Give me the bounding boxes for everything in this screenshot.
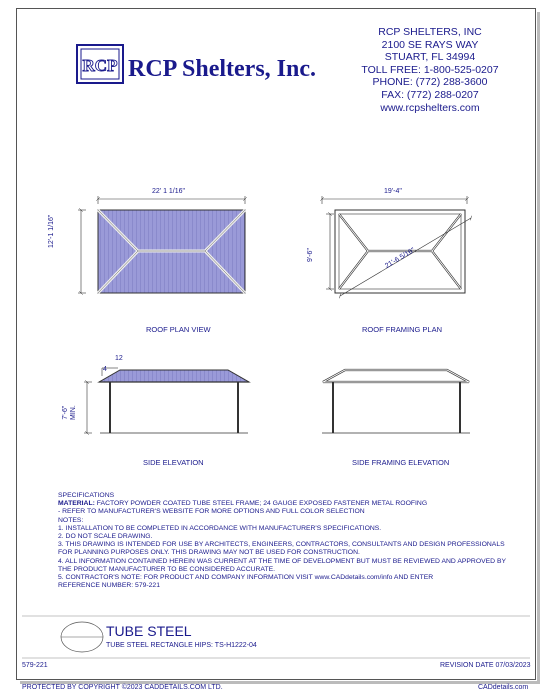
material-text: FACTORY POWDER COATED TUBE STEEL FRAME; 24 GAUGE EXPOSED FASTENER METAL ROOFING xyxy=(94,500,428,508)
elevation-height-dimension xyxy=(62,405,78,420)
contact-line: RCP SHELTERS, INC xyxy=(378,26,482,38)
roof-framing-label: ROOF FRAMING PLAN xyxy=(362,325,443,334)
roof-plan-label: ROOF PLAN VIEW xyxy=(146,325,211,334)
side-framing-elevation xyxy=(322,370,470,433)
copyright-notice: PROTECTED BY COPYRIGHT ©2023 CADDETAILS.COM LTD. xyxy=(22,684,223,691)
side-elevation xyxy=(84,368,249,433)
side-elevation-label: SIDE ELEVATION xyxy=(143,458,204,467)
note-line: 2. DO NOT SCALE DRAWING. xyxy=(58,533,153,541)
contact-line: FAX: (772) 288-0207 xyxy=(381,88,479,101)
height-min-label: MIN. xyxy=(70,405,77,420)
roof-framing-plan xyxy=(322,196,471,296)
contact-line: 2100 SE RAYS WAY xyxy=(381,38,479,51)
pitch-rise-label: 4 xyxy=(103,366,107,373)
note-line: 1. INSTALLATION TO BE COMPLETED IN ACCORDANCE WITH MANUFACTURER'S SPECIFICATIONS. xyxy=(58,524,382,532)
contact-line: PHONE: (772) 288-3600 xyxy=(372,76,488,89)
company-name: RCP Shelters, Inc. xyxy=(128,56,316,82)
note-line: 3. THIS DRAWING IS INTENDED FOR USE BY ARCHITECTS, ENGINEERS, CONTRACTORS, CONSULTANTS AND DESIGN PROFESSIONALS xyxy=(58,541,505,549)
contact-line: STUART, FL 34994 xyxy=(384,51,476,64)
drawing-subtitle: TUBE STEEL RECTANGLE HIPS: TS-H1222-04 xyxy=(106,642,257,649)
specs-heading: SPECIFICATIONS xyxy=(58,492,115,499)
note-line: 4. ALL INFORMATION CONTAINED HEREIN WAS CURRENT AT THE TIME OF DEVELOPMENT BUT MUST BE REVIEWED AND APPROVED BY xyxy=(58,557,507,565)
logo-text: RCP xyxy=(82,56,118,75)
contact-line: TOLL FREE: 1-800-525-0207 xyxy=(361,63,499,76)
specifications-block xyxy=(58,492,507,590)
title-block-lines xyxy=(22,616,530,658)
side-framing-label: SIDE FRAMING ELEVATION xyxy=(352,458,450,467)
note-line: FOR PLANNING PURPOSES ONLY. THIS DRAWING MAY NOT BE USED FOR CONSTRUCTION. xyxy=(58,549,360,557)
framing-width-dimension: 19'-4" xyxy=(384,188,402,195)
drawing-number: 579-221 xyxy=(22,662,48,669)
contact-website: www.rcpshelters.com xyxy=(380,101,480,114)
framing-diagonal-dimension: 21'-6 5/16" xyxy=(384,246,417,271)
roof-plan-width-dimension: 22' 1 1/16" xyxy=(152,188,186,195)
height-value: 7'-6" xyxy=(62,405,69,420)
revision-date: REVISION DATE 07/03/2023 xyxy=(440,662,531,669)
note-line: THE PRODUCT MANUFACTURER TO BE CONSIDERED ACCURATE. xyxy=(58,565,276,573)
roof-plan-view xyxy=(78,196,245,293)
pitch-run-label: 12 xyxy=(115,355,123,362)
framing-height-dimension: 9'-6" xyxy=(307,248,314,262)
roof-plan-height-dimension: 12'-1 1/16" xyxy=(48,214,55,248)
material-line xyxy=(58,500,498,508)
material-note: - REFER TO MANUFACTURER'S WEBSITE FOR MORE OPTIONS AND FULL COLOR SELECTION xyxy=(58,508,365,516)
note-line: 5. CONTRACTOR'S NOTE: FOR PRODUCT AND COMPANY INFORMATION VISIT www.CADdetails.com/info AND ENTER xyxy=(58,574,434,582)
notes-heading: NOTES: xyxy=(58,516,84,524)
caddetails-link[interactable]: CADdetails.com xyxy=(478,684,529,691)
material-label: MATERIAL: xyxy=(58,500,95,508)
drawing-title: TUBE STEEL xyxy=(106,623,192,639)
note-line: REFERENCE NUMBER: 579-221 xyxy=(58,582,160,590)
